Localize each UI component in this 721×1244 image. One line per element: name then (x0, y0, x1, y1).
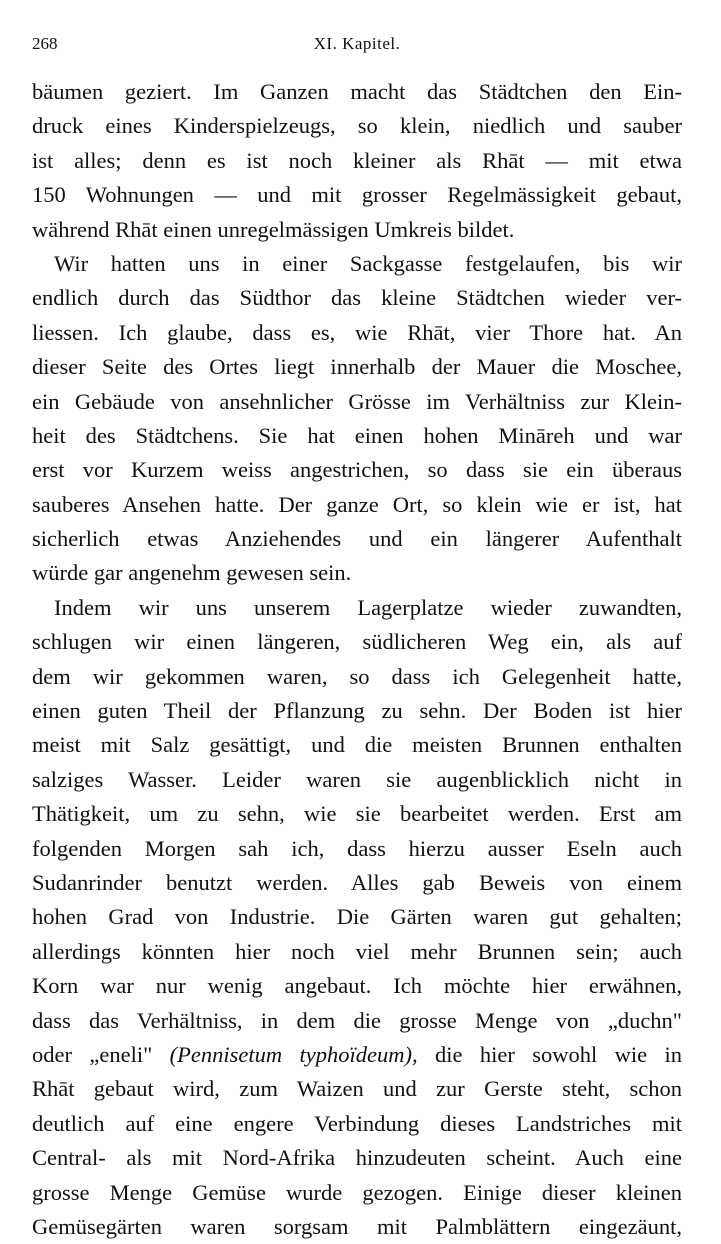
text-line: folgenden Morgen sah ich, dass hierzu ausser Eseln auch (32, 835, 682, 861)
text-line: hohen Grad von Industrie. Die Gärten waren gut gehalten; (32, 904, 682, 930)
text-line: Thätigkeit, um zu sehn, wie sie bearbeitet werden. Erst am (32, 801, 682, 827)
text-line: sauberes Ansehen hatte. Der ganze Ort, so klein wie er ist, hat (32, 491, 682, 517)
text-line: druck eines Kinderspielzeugs, so klein, niedlich und sauber (32, 113, 682, 139)
text-line: Rhāt gebaut wird, zum Waizen und zur Gerste steht, schon (32, 1076, 682, 1102)
text-line: sicherlich etwas Anziehendes und ein längerer Aufenthalt (32, 526, 682, 552)
text-line: erst vor Kurzem weiss angestrichen, so dass sie ein überaus (32, 457, 682, 483)
text-line: heit des Städtchens. Sie hat einen hohen Mināreh und war (32, 422, 682, 448)
text-line: dem wir gekommen waren, so dass ich Gelegenheit hatte, (32, 663, 682, 689)
text-line: deutlich auf eine engere Verbindung dieses Landstriches mit (32, 1110, 682, 1136)
text-line: 150 Wohnungen — und mit grosser Regelmässigkeit gebaut, (32, 182, 682, 208)
chapter-title: XI. Kapitel. (313, 34, 401, 53)
text-line: allerdings könnten hier noch viel mehr Brunnen sein; auch (32, 938, 682, 964)
book-page (32, 0, 682, 1239)
text-line-with-italic (32, 1038, 682, 1072)
text-line: ist alles; denn es ist noch kleiner als Rhāt — mit etwa (32, 147, 682, 173)
text-line: Korn war nur wenig angebaut. Ich möchte hier erwähnen, (32, 973, 682, 999)
text-line: salziges Wasser. Leider waren sie augenblicklich nicht in (32, 766, 682, 792)
line-text-before: oder „eneli" (32, 1041, 170, 1067)
body-text (32, 75, 682, 1244)
running-header (32, 34, 682, 56)
text-line: liessen. Ich glaube, dass es, wie Rhāt, vier Thore hat. An (32, 319, 682, 345)
text-line: meist mit Salz gesättigt, und die meisten Brunnen enthalten (32, 732, 682, 758)
text-line: würde gar angenehm gewesen sein. (32, 560, 352, 586)
text-line: ein Gebäude von ansehnlicher Grösse im Verhältniss zur Klein- (32, 388, 682, 414)
line-text-after: die hier sowohl wie in (417, 1041, 682, 1067)
text-line: während Rhāt einen unregelmässigen Umkreis bildet. (32, 216, 515, 242)
text-line: Gemüsegärten waren sorgsam mit Palmblättern eingezäunt, (32, 1213, 682, 1239)
text-line: einen guten Theil der Pflanzung zu sehn. Der Boden ist hier (32, 698, 682, 724)
page-number: 268 (32, 34, 58, 53)
text-line: schlugen wir einen längeren, südlicheren Weg ein, als auf (32, 629, 682, 655)
text-line: Sudanrinder benutzt werden. Alles gab Beweis von einem (32, 869, 682, 895)
text-line: Central- als mit Nord-Afrika hinzudeuten scheint. Auch eine (32, 1145, 682, 1171)
paragraph-start-line: Indem wir uns unserem Lagerplatze wieder zuwandten, (54, 594, 682, 620)
paragraph-start-line: Wir hatten uns in einer Sackgasse festgelaufen, bis wir (54, 250, 682, 276)
text-line: endlich durch das Südthor das kleine Städtchen wieder ver- (32, 285, 682, 311)
botanical-name: (Pennisetum typhoïdeum), (169, 1041, 418, 1067)
text-line: bäumen geziert. Im Ganzen macht das Städtchen den Ein- (32, 79, 682, 104)
text-line: grosse Menge Gemüse wurde gezogen. Einige dieser kleinen (32, 1179, 682, 1205)
text-line: dass das Verhältniss, in dem die grosse Menge von „duchn" (32, 1007, 682, 1033)
text-line: dieser Seite des Ortes liegt innerhalb der Mauer die Moschee, (32, 354, 682, 380)
